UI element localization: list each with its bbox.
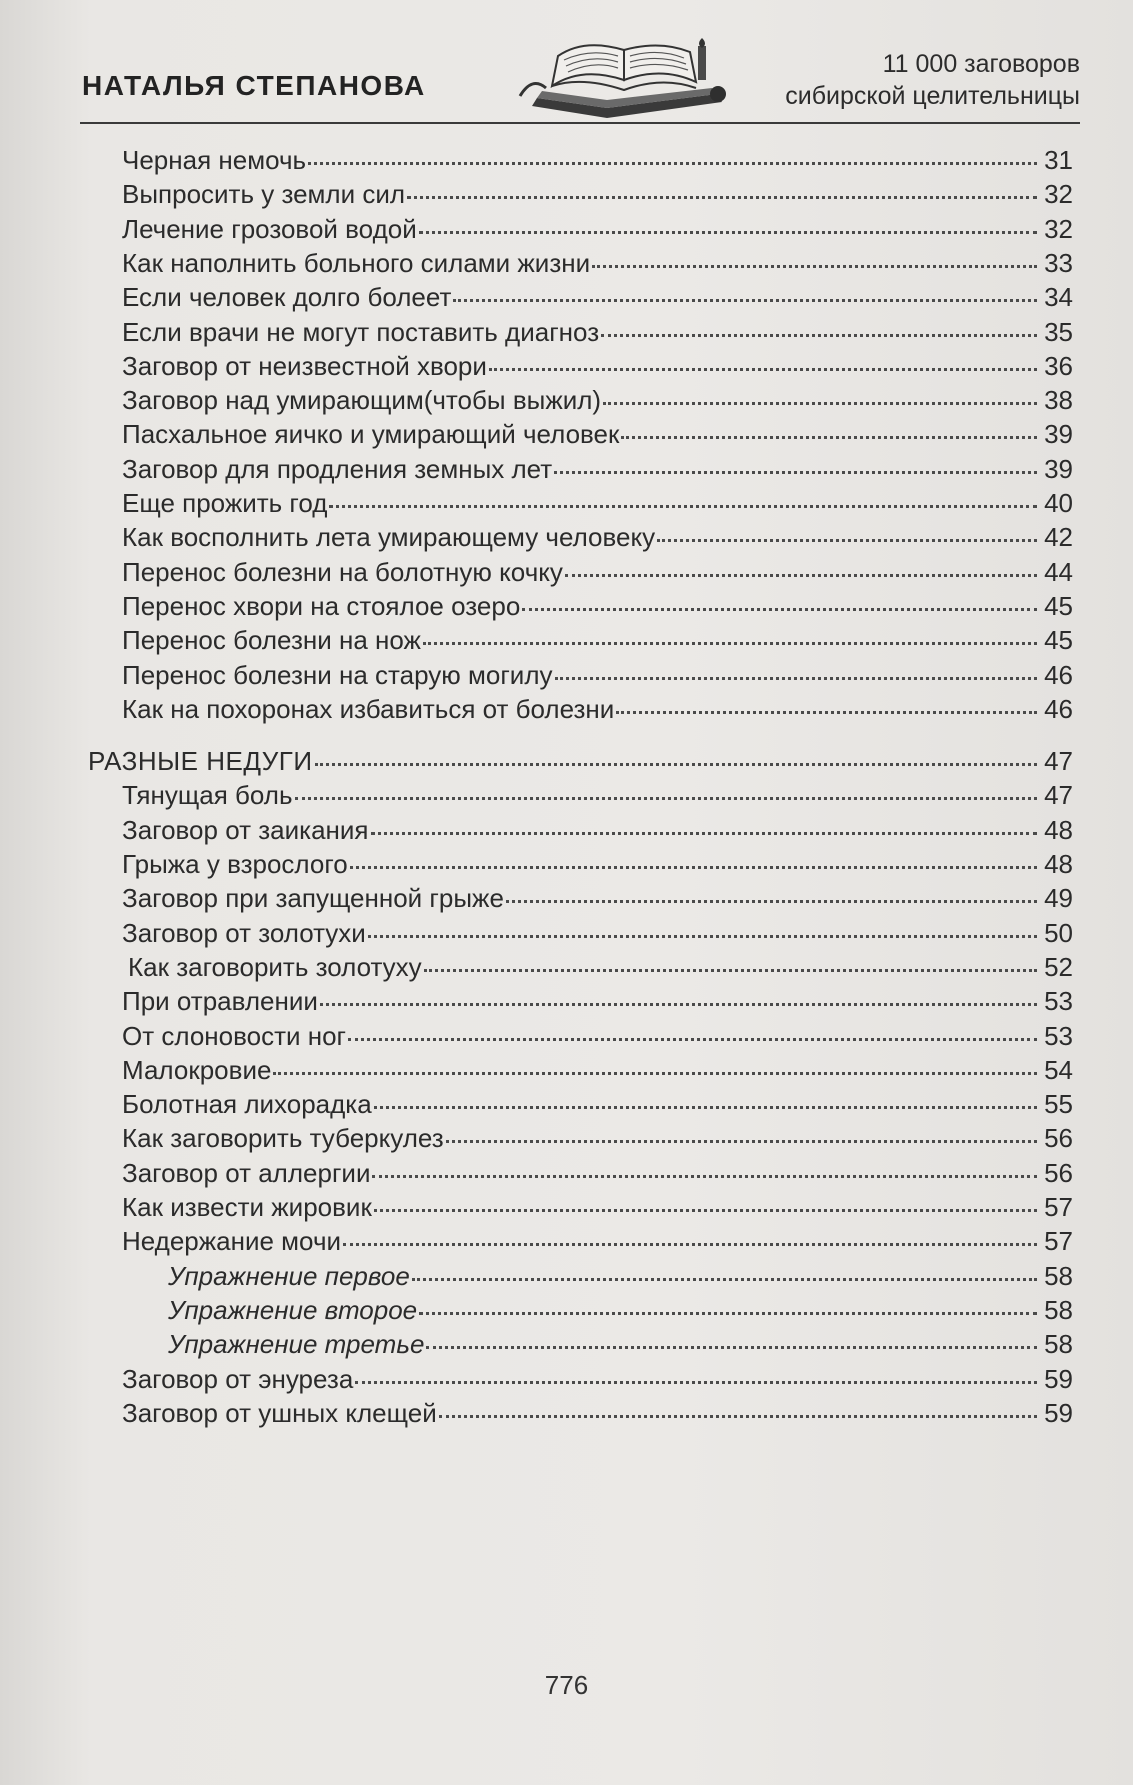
toc-entry-page: 45 (1044, 590, 1073, 621)
dot-leader (616, 711, 1037, 714)
toc-entry-title: Заговор от ушных клещей (122, 1397, 437, 1428)
toc-entry (122, 317, 1073, 355)
toc-entry-title: Еще прожить год (122, 488, 328, 518)
toc-entry (122, 1123, 1073, 1161)
toc-entry-page: 57 (1044, 1192, 1073, 1222)
toc-entry-title: Заговор над умирающим(чтобы выжил) (122, 385, 602, 416)
dot-leader (419, 1312, 1037, 1315)
toc-entry-title: Выпросить у земли сил (122, 179, 406, 210)
dot-leader (368, 935, 1037, 938)
toc-entry-title: Тянущая боль (122, 780, 293, 811)
toc-entry-title: Перенос хвори на стоялое озеро (122, 590, 521, 621)
toc-entry-title: Упражнение второе (168, 1294, 418, 1325)
toc-entry-title: Малокровие (122, 1054, 272, 1085)
toc-entry-page: 55 (1044, 1089, 1073, 1120)
toc-entry-page: 52 (1044, 951, 1073, 982)
toc-entry-page: 57 (1044, 1226, 1073, 1257)
dot-leader (350, 866, 1037, 869)
dot-leader (555, 677, 1038, 680)
dot-leader (348, 1038, 1037, 1041)
toc-entry-page: 48 (1044, 814, 1073, 845)
dot-leader (565, 574, 1037, 577)
toc-entry (168, 1329, 1073, 1367)
toc-entry (122, 815, 1073, 853)
toc-entry (128, 952, 1073, 990)
toc-entry-title: Заговор для продления земных лет (122, 453, 553, 484)
toc-entry-title: Болотная лихорадка (122, 1089, 372, 1120)
toc-entry-title: Лечение грозовой водой (122, 213, 417, 244)
toc-entry (122, 1158, 1073, 1196)
toc-entry-title: Грыжа у взрослого (122, 849, 348, 879)
dot-leader (273, 1072, 1037, 1075)
running-header (80, 36, 1080, 126)
dot-leader (407, 196, 1037, 199)
toc-entry-title: Если врачи не могут поставить диагноз (122, 316, 600, 347)
toc-entry-page: 53 (1044, 1020, 1073, 1051)
book-title (785, 48, 1080, 112)
dot-leader (592, 265, 1037, 268)
toc-entry-page: 32 (1044, 213, 1073, 244)
toc-entry-page: 58 (1044, 1329, 1073, 1360)
toc-entry (122, 986, 1073, 1024)
toc-entry-title: Если человек долго болеет (122, 282, 452, 313)
dot-leader (343, 1243, 1037, 1246)
toc-entry (122, 1226, 1073, 1264)
author-name: НАТАЛЬЯ СТЕПАНОВА (82, 70, 426, 101)
toc-entry (122, 625, 1073, 663)
dot-leader (424, 969, 1037, 972)
toc-entry-page: 46 (1044, 693, 1073, 724)
toc-entry-page: 56 (1044, 1123, 1073, 1154)
toc-entry-page: 54 (1044, 1054, 1073, 1085)
toc-entry (168, 1295, 1073, 1333)
toc-entry-page: 47 (1044, 746, 1073, 777)
toc-entry (122, 488, 1073, 526)
toc-entry (122, 1021, 1073, 1059)
page-number: 776 (544, 1670, 589, 1700)
toc-entry (122, 179, 1073, 217)
toc-entry (122, 1192, 1073, 1230)
toc-entry (122, 883, 1073, 921)
toc-entry (122, 1055, 1073, 1093)
toc-entry-page: 48 (1044, 849, 1073, 879)
toc-entry (122, 780, 1073, 818)
dot-leader (453, 299, 1037, 302)
dot-leader (372, 1175, 1037, 1178)
toc-entry-title: От слоновости ног (122, 1020, 347, 1051)
dot-leader (506, 900, 1037, 903)
toc-entry-title: Как заговорить туберкулез (122, 1123, 444, 1154)
dot-leader (439, 1415, 1037, 1418)
toc-entry (122, 214, 1073, 252)
dot-leader (412, 1278, 1037, 1281)
dot-leader (295, 797, 1037, 800)
dot-leader (446, 1140, 1037, 1143)
toc-entry-page: 49 (1044, 883, 1073, 914)
toc-entry-title: Заговор при запущенной грыже (122, 883, 504, 914)
toc-entry-page: 42 (1044, 522, 1073, 553)
toc-entry-title: Заговор от неизвестной хвори (122, 350, 487, 381)
toc-entry (122, 660, 1073, 698)
toc-entry-page: 45 (1044, 625, 1073, 656)
toc-entry-page: 46 (1044, 659, 1073, 690)
toc-entry-title: РАЗНЫЕ НЕДУГИ (88, 746, 313, 777)
toc-entry-page: 47 (1044, 780, 1073, 811)
toc-entry-page: 39 (1044, 453, 1073, 484)
header-divider (80, 122, 1080, 124)
toc-section (88, 746, 1073, 784)
dot-leader (554, 471, 1037, 474)
toc-entry (122, 849, 1073, 887)
dot-leader (329, 505, 1037, 508)
toc-entry (122, 454, 1073, 492)
toc-entry (122, 557, 1073, 595)
dot-leader (601, 334, 1037, 337)
toc-entry-title: При отравлении (122, 986, 318, 1017)
toc-entry (122, 591, 1073, 629)
toc-entry-page: 53 (1044, 986, 1073, 1017)
toc-entry-title: Перенос болезни на старую могилу (122, 659, 553, 690)
toc-entry-page: 50 (1044, 917, 1073, 948)
toc-entry-title: Как восполнить лета умирающему человеку (122, 522, 656, 553)
toc-entry (122, 282, 1073, 320)
dot-leader (522, 608, 1037, 611)
toc-entry (122, 1398, 1073, 1436)
dot-leader (603, 402, 1037, 405)
dot-leader (315, 763, 1037, 766)
dot-leader (426, 1346, 1037, 1349)
dot-leader (419, 231, 1037, 234)
toc-entry-title: Перенос болезни на болотную кочку (122, 556, 563, 587)
dot-leader (621, 436, 1037, 439)
toc-entry-page: 36 (1044, 350, 1073, 381)
toc-entry (168, 1261, 1073, 1299)
toc-entry-page: 59 (1044, 1397, 1073, 1428)
toc-entry-page: 58 (1044, 1260, 1073, 1291)
toc-entry-title: Черная немочь (122, 145, 307, 175)
toc-entry-page: 38 (1044, 385, 1073, 416)
toc-entry-title: Заговор от энуреза (122, 1363, 354, 1394)
toc-entry-title: Упражнение первое (168, 1260, 410, 1291)
open-book-emblem-icon (512, 36, 742, 122)
toc-entry (122, 351, 1073, 389)
toc-entry (122, 1089, 1073, 1127)
book-title-line1: 11 000 заговоров (882, 50, 1080, 78)
toc-entry (122, 522, 1073, 560)
toc-entry-title: Заговор от золотухи (122, 917, 366, 948)
dot-leader (355, 1381, 1037, 1384)
toc-entry (122, 145, 1073, 183)
toc-entry-page: 35 (1044, 316, 1073, 347)
toc-entry-page: 58 (1044, 1294, 1073, 1325)
toc-entry (122, 385, 1073, 423)
toc-entry-page: 40 (1044, 488, 1073, 518)
dot-leader (320, 1003, 1037, 1006)
dot-leader (657, 539, 1037, 542)
dot-leader (489, 368, 1037, 371)
toc-entry (122, 419, 1073, 457)
toc-entry-title: Заговор от заикания (122, 814, 369, 845)
toc-entry-title: Заговор от аллергии (122, 1157, 371, 1188)
toc-entry (122, 694, 1073, 732)
toc-entry-title: Как извести жировик (122, 1192, 372, 1222)
toc-entry-page: 33 (1044, 247, 1073, 278)
toc-entry-title: Упражнение третье (168, 1329, 425, 1360)
toc-entry-page: 56 (1044, 1157, 1073, 1188)
toc-entry-page: 32 (1044, 179, 1073, 210)
toc-entry-page: 31 (1044, 145, 1073, 175)
toc-entry-title: Как заговорить золотуху (128, 951, 422, 982)
toc-entry-page: 39 (1044, 419, 1073, 450)
dot-leader (371, 832, 1038, 835)
toc-entry (122, 248, 1073, 286)
toc-entry-title: Недержание мочи (122, 1226, 342, 1257)
toc-entry (122, 918, 1073, 956)
toc-entry-page: 44 (1044, 556, 1073, 587)
toc-entry-title: Пасхальное яичко и умирающий человек (122, 419, 620, 450)
dot-leader (308, 162, 1037, 165)
dot-leader (423, 642, 1037, 645)
book-title-line2: сибирской целительницы (785, 82, 1080, 110)
dot-leader (374, 1209, 1037, 1212)
toc-entry (122, 1364, 1073, 1402)
toc-entry-title: Перенос болезни на нож (122, 625, 421, 656)
toc-entry-page: 59 (1044, 1363, 1073, 1394)
dot-leader (374, 1106, 1037, 1109)
toc-entry-title: Как наполнить больного силами жизни (122, 247, 591, 278)
toc-entry-page: 34 (1044, 282, 1073, 313)
toc-entry-title: Как на похоронах избавиться от болезни (122, 693, 615, 724)
